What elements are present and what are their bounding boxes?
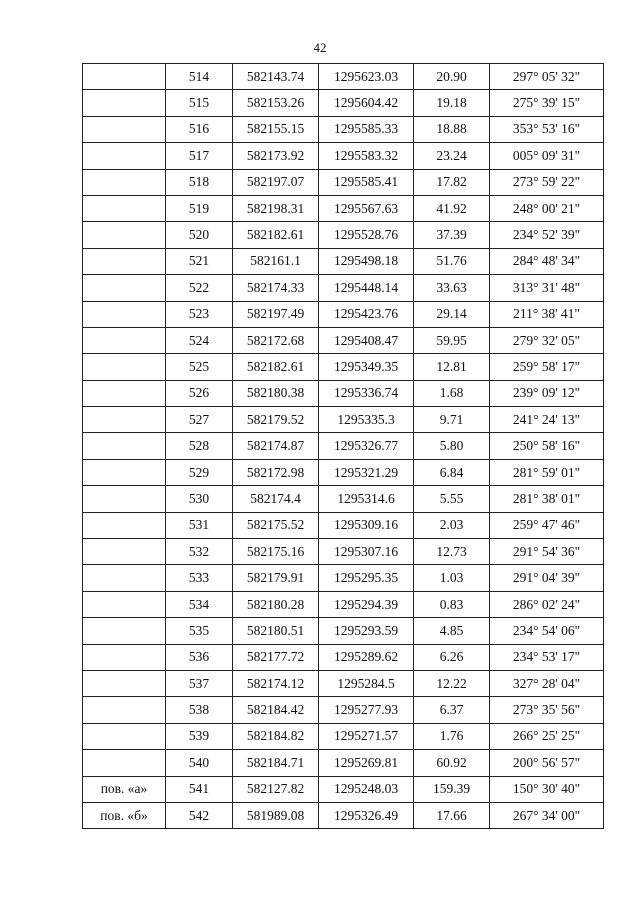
distance-cell: 41.92 <box>414 195 490 221</box>
table-row <box>83 248 604 274</box>
direction-angle-cell: 239° 09' 12" <box>490 380 604 406</box>
x-coordinate-cell: 582197.49 <box>233 301 319 327</box>
distance-cell: 5.55 <box>414 486 490 512</box>
y-coordinate-cell: 1295293.59 <box>319 618 414 644</box>
distance-cell: 1.68 <box>414 380 490 406</box>
table-row <box>83 486 604 512</box>
x-coordinate-cell: 582174.87 <box>233 433 319 459</box>
x-coordinate-cell: 582153.26 <box>233 90 319 116</box>
turn-label-cell <box>83 222 166 248</box>
point-number-cell: 524 <box>166 327 233 353</box>
y-coordinate-cell: 1295583.32 <box>319 143 414 169</box>
table-row <box>83 143 604 169</box>
y-coordinate-cell: 1295295.35 <box>319 565 414 591</box>
distance-cell: 37.39 <box>414 222 490 248</box>
x-coordinate-cell: 582184.82 <box>233 723 319 749</box>
turn-label-cell <box>83 64 166 90</box>
point-number-cell: 533 <box>166 565 233 591</box>
point-number-cell: 515 <box>166 90 233 116</box>
table-row <box>83 354 604 380</box>
page-number: 42 <box>313 40 327 55</box>
direction-angle-cell: 266° 25' 25" <box>490 723 604 749</box>
turn-label-cell <box>83 116 166 142</box>
y-coordinate-cell: 1295284.5 <box>319 670 414 696</box>
distance-cell: 17.66 <box>414 802 490 828</box>
table-row <box>83 222 604 248</box>
point-number-cell: 520 <box>166 222 233 248</box>
table-row <box>83 90 604 116</box>
table-row <box>83 644 604 670</box>
y-coordinate-cell: 1295307.16 <box>319 539 414 565</box>
y-coordinate-cell: 1295623.03 <box>319 64 414 90</box>
direction-angle-cell: 313° 31' 48" <box>490 275 604 301</box>
point-number-cell: 535 <box>166 618 233 644</box>
table-row <box>83 327 604 353</box>
turn-label-cell <box>83 143 166 169</box>
x-coordinate-cell: 582174.4 <box>233 486 319 512</box>
point-number-cell: 528 <box>166 433 233 459</box>
point-number-cell: 514 <box>166 64 233 90</box>
turn-label-cell <box>83 750 166 776</box>
point-number-cell: 518 <box>166 169 233 195</box>
distance-cell: 59.95 <box>414 327 490 353</box>
distance-cell: 23.24 <box>414 143 490 169</box>
distance-cell: 18.88 <box>414 116 490 142</box>
point-number-cell: 523 <box>166 301 233 327</box>
point-number-cell: 539 <box>166 723 233 749</box>
direction-angle-cell: 267° 34' 00" <box>490 802 604 828</box>
x-coordinate-cell: 582155.15 <box>233 116 319 142</box>
distance-cell: 9.71 <box>414 407 490 433</box>
y-coordinate-cell: 1295498.18 <box>319 248 414 274</box>
turn-label-cell <box>83 644 166 670</box>
direction-angle-cell: 259° 58' 17" <box>490 354 604 380</box>
y-coordinate-cell: 1295423.76 <box>319 301 414 327</box>
table-row <box>83 275 604 301</box>
point-number-cell: 541 <box>166 776 233 802</box>
direction-angle-cell: 234° 54' 06" <box>490 618 604 644</box>
turn-label-cell: пов. «а» <box>83 776 166 802</box>
distance-cell: 5.80 <box>414 433 490 459</box>
table-row <box>83 539 604 565</box>
x-coordinate-cell: 582172.68 <box>233 327 319 353</box>
direction-angle-cell: 327° 28' 04" <box>490 670 604 696</box>
x-coordinate-cell: 582175.52 <box>233 512 319 538</box>
y-coordinate-cell: 1295604.42 <box>319 90 414 116</box>
y-coordinate-cell: 1295336.74 <box>319 380 414 406</box>
direction-angle-cell: 281° 38' 01" <box>490 486 604 512</box>
table-row <box>83 169 604 195</box>
turn-label-cell <box>83 459 166 485</box>
x-coordinate-cell: 582198.31 <box>233 195 319 221</box>
distance-cell: 60.92 <box>414 750 490 776</box>
direction-angle-cell: 284° 48' 34" <box>490 248 604 274</box>
y-coordinate-cell: 1295271.57 <box>319 723 414 749</box>
x-coordinate-cell: 582175.16 <box>233 539 319 565</box>
y-coordinate-cell: 1295528.76 <box>319 222 414 248</box>
distance-cell: 19.18 <box>414 90 490 116</box>
coordinates-table-container <box>82 63 604 829</box>
distance-cell: 6.26 <box>414 644 490 670</box>
x-coordinate-cell: 582184.71 <box>233 750 319 776</box>
point-number-cell: 525 <box>166 354 233 380</box>
y-coordinate-cell: 1295321.29 <box>319 459 414 485</box>
y-coordinate-cell: 1295408.47 <box>319 327 414 353</box>
distance-cell: 0.83 <box>414 591 490 617</box>
x-coordinate-cell: 582143.74 <box>233 64 319 90</box>
turn-label-cell <box>83 723 166 749</box>
y-coordinate-cell: 1295335.3 <box>319 407 414 433</box>
direction-angle-cell: 200° 56' 57" <box>490 750 604 776</box>
turn-label-cell <box>83 327 166 353</box>
table-row <box>83 116 604 142</box>
distance-cell: 1.76 <box>414 723 490 749</box>
table-row <box>83 750 604 776</box>
table-row <box>83 512 604 538</box>
y-coordinate-cell: 1295326.49 <box>319 802 414 828</box>
distance-cell: 29.14 <box>414 301 490 327</box>
direction-angle-cell: 248° 00' 21" <box>490 195 604 221</box>
turn-label-cell <box>83 380 166 406</box>
direction-angle-cell: 211° 38' 41" <box>490 301 604 327</box>
y-coordinate-cell: 1295277.93 <box>319 697 414 723</box>
point-number-cell: 517 <box>166 143 233 169</box>
turn-label-cell <box>83 90 166 116</box>
turn-label-cell <box>83 195 166 221</box>
table-row <box>83 618 604 644</box>
direction-angle-cell: 279° 32' 05" <box>490 327 604 353</box>
distance-cell: 51.76 <box>414 248 490 274</box>
direction-angle-cell: 273° 35' 56" <box>490 697 604 723</box>
direction-angle-cell: 241° 24' 13" <box>490 407 604 433</box>
x-coordinate-cell: 582173.92 <box>233 143 319 169</box>
x-coordinate-cell: 582180.51 <box>233 618 319 644</box>
point-number-cell: 530 <box>166 486 233 512</box>
point-number-cell: 538 <box>166 697 233 723</box>
x-coordinate-cell: 582180.38 <box>233 380 319 406</box>
table-row <box>83 407 604 433</box>
turn-label-cell: пов. «б» <box>83 802 166 828</box>
turn-label-cell <box>83 591 166 617</box>
table-row <box>83 380 604 406</box>
x-coordinate-cell: 582179.91 <box>233 565 319 591</box>
table-row <box>83 433 604 459</box>
direction-angle-cell: 291° 54' 36" <box>490 539 604 565</box>
point-number-cell: 519 <box>166 195 233 221</box>
x-coordinate-cell: 581989.08 <box>233 802 319 828</box>
turn-label-cell <box>83 301 166 327</box>
direction-angle-cell: 259° 47' 46" <box>490 512 604 538</box>
y-coordinate-cell: 1295289.62 <box>319 644 414 670</box>
turn-label-cell <box>83 539 166 565</box>
turn-label-cell <box>83 354 166 380</box>
point-number-cell: 537 <box>166 670 233 696</box>
coordinates-table <box>82 63 604 829</box>
x-coordinate-cell: 582161.1 <box>233 248 319 274</box>
distance-cell: 6.37 <box>414 697 490 723</box>
direction-angle-cell: 150° 30' 40" <box>490 776 604 802</box>
direction-angle-cell: 353° 53' 16" <box>490 116 604 142</box>
coordinates-table-body <box>83 64 604 829</box>
turn-label-cell <box>83 275 166 301</box>
y-coordinate-cell: 1295314.6 <box>319 486 414 512</box>
direction-angle-cell: 005° 09' 31" <box>490 143 604 169</box>
table-row <box>83 670 604 696</box>
x-coordinate-cell: 582182.61 <box>233 222 319 248</box>
direction-angle-cell: 281° 59' 01" <box>490 459 604 485</box>
y-coordinate-cell: 1295269.81 <box>319 750 414 776</box>
direction-angle-cell: 297° 05' 32" <box>490 64 604 90</box>
distance-cell: 17.82 <box>414 169 490 195</box>
y-coordinate-cell: 1295349.35 <box>319 354 414 380</box>
turn-label-cell <box>83 169 166 195</box>
x-coordinate-cell: 582174.12 <box>233 670 319 696</box>
table-row <box>83 697 604 723</box>
direction-angle-cell: 250° 58' 16" <box>490 433 604 459</box>
x-coordinate-cell: 582180.28 <box>233 591 319 617</box>
table-row <box>83 64 604 90</box>
distance-cell: 4.85 <box>414 618 490 644</box>
point-number-cell: 534 <box>166 591 233 617</box>
distance-cell: 12.73 <box>414 539 490 565</box>
direction-angle-cell: 234° 52' 39" <box>490 222 604 248</box>
table-row <box>83 195 604 221</box>
distance-cell: 1.03 <box>414 565 490 591</box>
distance-cell: 33.63 <box>414 275 490 301</box>
y-coordinate-cell: 1295585.41 <box>319 169 414 195</box>
x-coordinate-cell: 582184.42 <box>233 697 319 723</box>
distance-cell: 12.22 <box>414 670 490 696</box>
y-coordinate-cell: 1295294.39 <box>319 591 414 617</box>
turn-label-cell <box>83 433 166 459</box>
turn-label-cell <box>83 486 166 512</box>
x-coordinate-cell: 582197.07 <box>233 169 319 195</box>
distance-cell: 20.90 <box>414 64 490 90</box>
direction-angle-cell: 234° 53' 17" <box>490 644 604 670</box>
direction-angle-cell: 291° 04' 39" <box>490 565 604 591</box>
point-number-cell: 521 <box>166 248 233 274</box>
direction-angle-cell: 286° 02' 24" <box>490 591 604 617</box>
direction-angle-cell: 273° 59' 22" <box>490 169 604 195</box>
y-coordinate-cell: 1295309.16 <box>319 512 414 538</box>
table-row <box>83 565 604 591</box>
y-coordinate-cell: 1295326.77 <box>319 433 414 459</box>
point-number-cell: 542 <box>166 802 233 828</box>
point-number-cell: 531 <box>166 512 233 538</box>
turn-label-cell <box>83 248 166 274</box>
point-number-cell: 532 <box>166 539 233 565</box>
turn-label-cell <box>83 670 166 696</box>
x-coordinate-cell: 582177.72 <box>233 644 319 670</box>
distance-cell: 159.39 <box>414 776 490 802</box>
y-coordinate-cell: 1295248.03 <box>319 776 414 802</box>
distance-cell: 12.81 <box>414 354 490 380</box>
y-coordinate-cell: 1295448.14 <box>319 275 414 301</box>
x-coordinate-cell: 582179.52 <box>233 407 319 433</box>
table-row <box>83 301 604 327</box>
x-coordinate-cell: 582182.61 <box>233 354 319 380</box>
table-row <box>83 723 604 749</box>
point-number-cell: 522 <box>166 275 233 301</box>
y-coordinate-cell: 1295585.33 <box>319 116 414 142</box>
x-coordinate-cell: 582174.33 <box>233 275 319 301</box>
turn-label-cell <box>83 697 166 723</box>
y-coordinate-cell: 1295567.63 <box>319 195 414 221</box>
table-row <box>83 802 604 828</box>
table-row <box>83 776 604 802</box>
direction-angle-cell: 275° 39' 15" <box>490 90 604 116</box>
turn-label-cell <box>83 407 166 433</box>
point-number-cell: 526 <box>166 380 233 406</box>
distance-cell: 2.03 <box>414 512 490 538</box>
point-number-cell: 540 <box>166 750 233 776</box>
point-number-cell: 527 <box>166 407 233 433</box>
x-coordinate-cell: 582127.82 <box>233 776 319 802</box>
distance-cell: 6.84 <box>414 459 490 485</box>
point-number-cell: 529 <box>166 459 233 485</box>
table-row <box>83 459 604 485</box>
turn-label-cell <box>83 565 166 591</box>
point-number-cell: 536 <box>166 644 233 670</box>
point-number-cell: 516 <box>166 116 233 142</box>
turn-label-cell <box>83 512 166 538</box>
turn-label-cell <box>83 618 166 644</box>
table-row <box>83 591 604 617</box>
x-coordinate-cell: 582172.98 <box>233 459 319 485</box>
